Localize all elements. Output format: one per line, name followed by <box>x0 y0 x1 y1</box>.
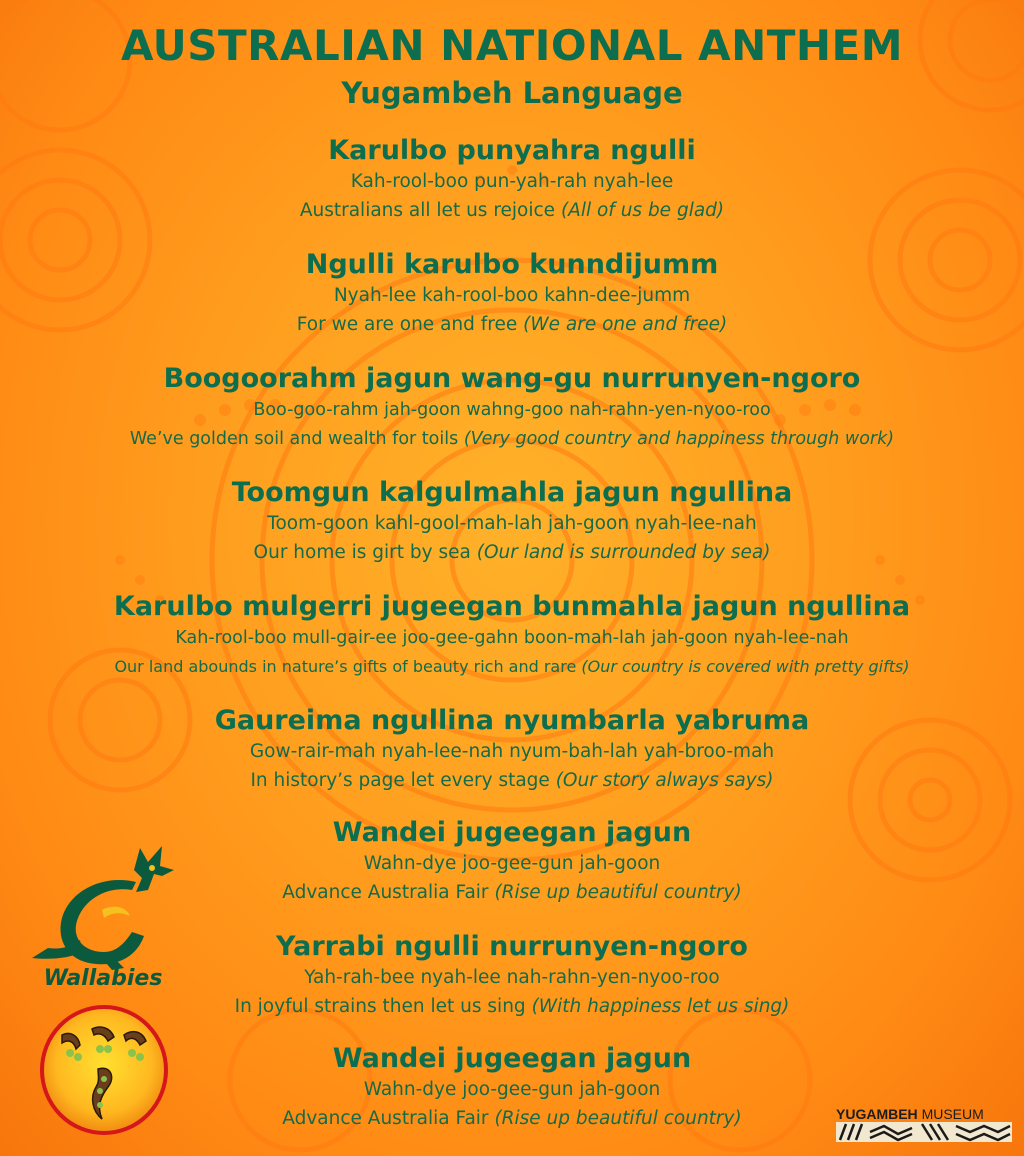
verse-english-text: We’ve golden soil and wealth for toils <box>129 429 459 449</box>
verse-english <box>0 196 1024 226</box>
verse-english <box>0 652 1024 682</box>
verse-6 <box>0 704 1024 796</box>
verse-pronunciation: Kah-rool-boo mull-gair-ee joo-gee-gahn boon-mah-lah jah-goon nyah-lee-nah <box>175 628 849 648</box>
verse-english-text: Australians all let us rejoice <box>299 200 556 221</box>
verse-translation: (With happiness let us sing) <box>531 996 790 1017</box>
yugambeh-museum-emblem-icon <box>40 1005 168 1135</box>
verse-translation: (Rise up beautiful country) <box>494 1108 742 1129</box>
verse-english-text: Our home is girt by sea <box>253 542 471 563</box>
wallabies-wordmark: Wallabies <box>43 966 163 991</box>
verse-pronunciation: Yah-rah-bee nyah-lee nah-rahn-yen-nyoo-roo <box>304 967 720 988</box>
verse-english <box>0 538 1024 568</box>
verse-pronunciation: Boo-goo-rahm jah-goon wahng-goo nah-rahn-yen-nyoo-roo <box>253 400 771 420</box>
verse-translation: (All of us be glad) <box>560 200 725 221</box>
verse-english-text: In joyful strains then let us sing <box>234 996 526 1017</box>
poster-subtitle: Yugambeh Language <box>341 76 683 110</box>
verse-yugambeh: Karulbo punyahra ngulli <box>328 135 696 166</box>
verse-english <box>0 766 1024 796</box>
verse-translation: (Our land is surrounded by sea) <box>476 542 771 563</box>
yugambeh-museum-brand <box>836 1106 1016 1148</box>
museum-name-bold: YUGAMBEH <box>836 1106 918 1122</box>
verse-translation: (Rise up beautiful country) <box>494 882 742 903</box>
verse-pronunciation: Gow-rair-mah nyah-lee-nah nyum-bah-lah yah-broo-mah <box>249 741 775 762</box>
verse-english-text: Our land abounds in nature’s gifts of beauty rich and rare <box>114 657 577 676</box>
verse-yugambeh: Ngulli karulbo kunndijumm <box>305 249 719 280</box>
verse-translation: (Our country is covered with pretty gifts) <box>581 657 910 676</box>
museum-pattern-icon <box>836 1122 1012 1142</box>
verse-translation: (We are one and free) <box>523 314 728 335</box>
verse-pronunciation: Wahn-dye joo-gee-gun jah-goon <box>363 853 661 874</box>
verse-pronunciation: Kah-rool-boo pun-yah-rah nyah-lee <box>350 171 674 192</box>
verse-translation: (Our story always says) <box>555 770 774 791</box>
verse-yugambeh: Gaureima ngullina nyumbarla yabruma <box>214 705 810 736</box>
verse-2 <box>0 248 1024 340</box>
museum-wordmark <box>836 1106 1016 1122</box>
verse-4 <box>0 476 1024 568</box>
verse-yugambeh: Wandei jugeegan jagun <box>332 817 692 848</box>
verse-pronunciation: Toom-goon kahl-gool-mah-lah jah-goon nyah-lee-nah <box>267 513 757 534</box>
museum-name-rest: MUSEUM <box>921 1106 984 1122</box>
verse-pronunciation: Wahn-dye joo-gee-gun jah-goon <box>363 1079 661 1100</box>
verse-translation: (Very good country and happiness through work) <box>463 429 895 449</box>
verse-english-text: Advance Australia Fair <box>282 882 489 903</box>
verse-yugambeh: Boogoorahm jagun wang-gu nurrunyen-ngoro <box>163 363 861 394</box>
verse-pronunciation: Nyah-lee kah-rool-boo kahn-dee-jumm <box>333 285 691 306</box>
verse-yugambeh: Toomgun kalgulmahla jagun ngullina <box>231 477 793 508</box>
verse-english <box>0 424 1024 454</box>
verse-3 <box>0 362 1024 454</box>
verse-1 <box>0 134 1024 226</box>
poster-title: AUSTRALIAN NATIONAL ANTHEM <box>120 21 904 70</box>
verse-yugambeh: Karulbo mulgerri jugeegan bunmahla jagun ngullina <box>113 591 911 622</box>
verse-english-text: For we are one and free <box>296 314 518 335</box>
verse-english <box>0 310 1024 340</box>
verse-yugambeh: Wandei jugeegan jagun <box>332 1043 692 1074</box>
verse-5 <box>0 590 1024 682</box>
verse-english-text: Advance Australia Fair <box>282 1108 489 1129</box>
verse-yugambeh: Yarrabi ngulli nurrunyen-ngoro <box>276 931 748 962</box>
verse-english-text: In history’s page let every stage <box>250 770 550 791</box>
